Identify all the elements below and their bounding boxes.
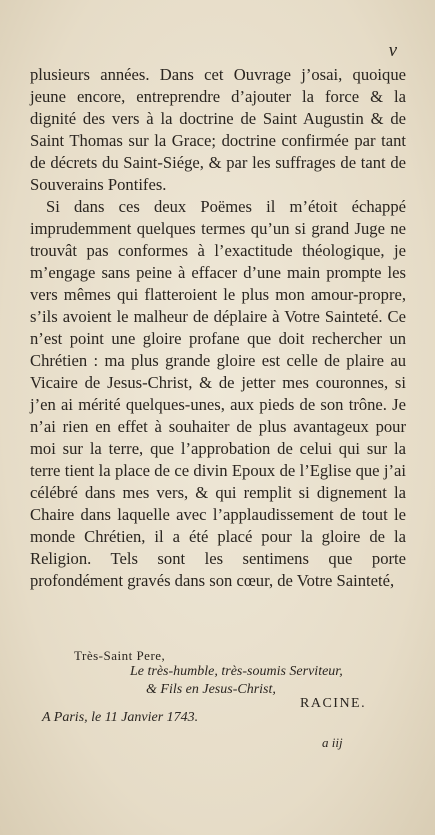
place-date: A Paris, le 11 Janvier 1743.	[42, 710, 199, 725]
paragraph-1: plusieurs années. Dans cet Ouvrage j’osai, quoique jeune encore, entreprendre d’ajouter la force & la dignité des vers à la doctrine de Saint Augustin & de Saint Thomas sur la Grace; doctrine confirmée par tant de décrets du Saint-Siége, & par les suffrages de tant de Souverains Pontifes.	[30, 65, 406, 194]
body-text	[30, 64, 406, 592]
author-name: RACINE.	[300, 696, 367, 711]
closing-line-1: Le très-humble, très-soumis Serviteur,	[130, 664, 343, 679]
closing-line-2: & Fils en Jesus-Christ,	[146, 682, 276, 697]
signature-mark: a iij	[322, 735, 343, 750]
paragraph-2: Si dans ces deux Poëmes il m’étoit échappé imprudemment quelques termes qu’un si grand Juge ne trouvât pas conformes à l’exactitude théologique, je m’engage sans peine à effacer d’une main prompte les vers mêmes qui flatteroient le plus mon amour-propre, s’ils avoient le malheur de déplaire à Votre Sainteté. Ce n’est point une gloire profane que doit rechercher un Chrétien : ma plus grande gloire est celle de plaire au Vicaire de Jesus-Christ, & de jetter mes couronnes, si j’en ai mérité quelques-unes, aux pieds de son trône. Je n’ai rien en effet à souhaiter de plus avantageux pour moi sur la terre, que l’approbation de celui qui sur la terre tient la place de ce divin Epoux de l’Eglise que j’ai célébré dans mes vers, & qui remplit si dignement la Chaire dans laquelle avec l’applaudissement de tout le monde Chrétien, il a été placé pour la gloire de la Religion. Tels sont les sentimens que porte profondément gravés dans son cœur, de Votre Sainteté,	[30, 197, 406, 590]
page-number: v	[388, 40, 397, 61]
salutation: Très-Saint Pere,	[74, 648, 166, 663]
